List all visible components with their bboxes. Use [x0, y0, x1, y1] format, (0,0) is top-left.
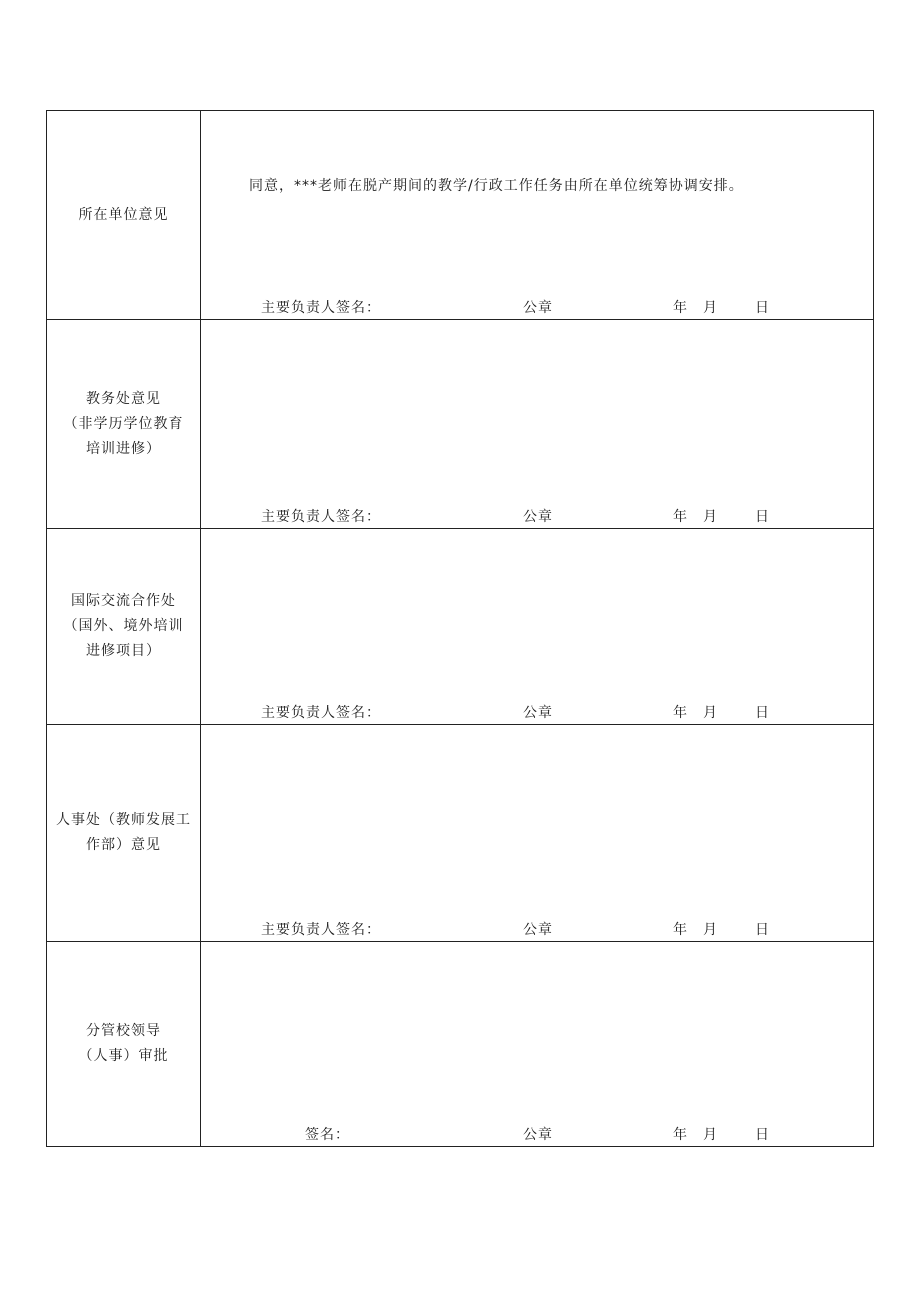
table-row-academic-affairs [47, 320, 874, 529]
approval-form-table [46, 110, 874, 1147]
day-label: 日 [755, 922, 770, 938]
row-label: 所在单位意见 [78, 206, 169, 223]
row-label: 国际交流合作处 （国外、境外培训 进修项目） [63, 593, 184, 659]
signature-line [201, 702, 873, 722]
row-content-cell [201, 320, 874, 529]
row-label: 人事处（教师发展工 作部）意见 [56, 812, 191, 853]
row-content-cell [201, 725, 874, 942]
signature-line [201, 506, 873, 526]
row-label-cell [47, 320, 201, 529]
signature-label: 主要负责人签名： [261, 300, 381, 316]
month-label: 月 [703, 1127, 718, 1143]
signature-line [201, 1124, 873, 1144]
year-label: 年 [673, 300, 688, 316]
seal-label: 公章 [523, 1127, 553, 1143]
day-label: 日 [755, 1127, 770, 1143]
row-label: 教务处意见 （非学历学位教育 培训进修） [63, 390, 184, 457]
row-label: 分管校领导 （人事）审批 [78, 1023, 169, 1064]
seal-label: 公章 [523, 705, 553, 721]
signature-line [201, 919, 873, 939]
month-label: 月 [703, 705, 718, 721]
day-label: 日 [755, 300, 770, 316]
year-label: 年 [673, 1127, 688, 1143]
signature-label: 主要负责人签名： [261, 922, 381, 938]
table-row-international-office [47, 529, 874, 725]
signature-label: 主要负责人签名： [261, 705, 381, 721]
table-row-leader-approval [47, 942, 874, 1147]
row-content-cell [201, 942, 874, 1147]
year-label: 年 [673, 509, 688, 525]
seal-label: 公章 [523, 509, 553, 525]
signature-label: 主要负责人签名： [261, 509, 381, 525]
row-content-cell [201, 111, 874, 320]
signature-line [201, 297, 873, 317]
opinion-text: 同意，***老师在脱产期间的教学/行政工作任务由所在单位统筹协调安排。 [249, 178, 744, 194]
month-label: 月 [703, 509, 718, 525]
row-label-cell [47, 725, 201, 942]
month-label: 月 [703, 300, 718, 316]
row-label-cell [47, 111, 201, 320]
table-row-personnel-office [47, 725, 874, 942]
day-label: 日 [755, 705, 770, 721]
seal-label: 公章 [523, 922, 553, 938]
seal-label: 公章 [523, 300, 553, 316]
row-content-cell [201, 529, 874, 725]
table-row-unit-opinion [47, 111, 874, 320]
row-label-cell [47, 942, 201, 1147]
year-label: 年 [673, 705, 688, 721]
day-label: 日 [755, 509, 770, 525]
signature-label: 签名： [305, 1127, 350, 1143]
month-label: 月 [703, 922, 718, 938]
year-label: 年 [673, 922, 688, 938]
row-label-cell [47, 529, 201, 725]
